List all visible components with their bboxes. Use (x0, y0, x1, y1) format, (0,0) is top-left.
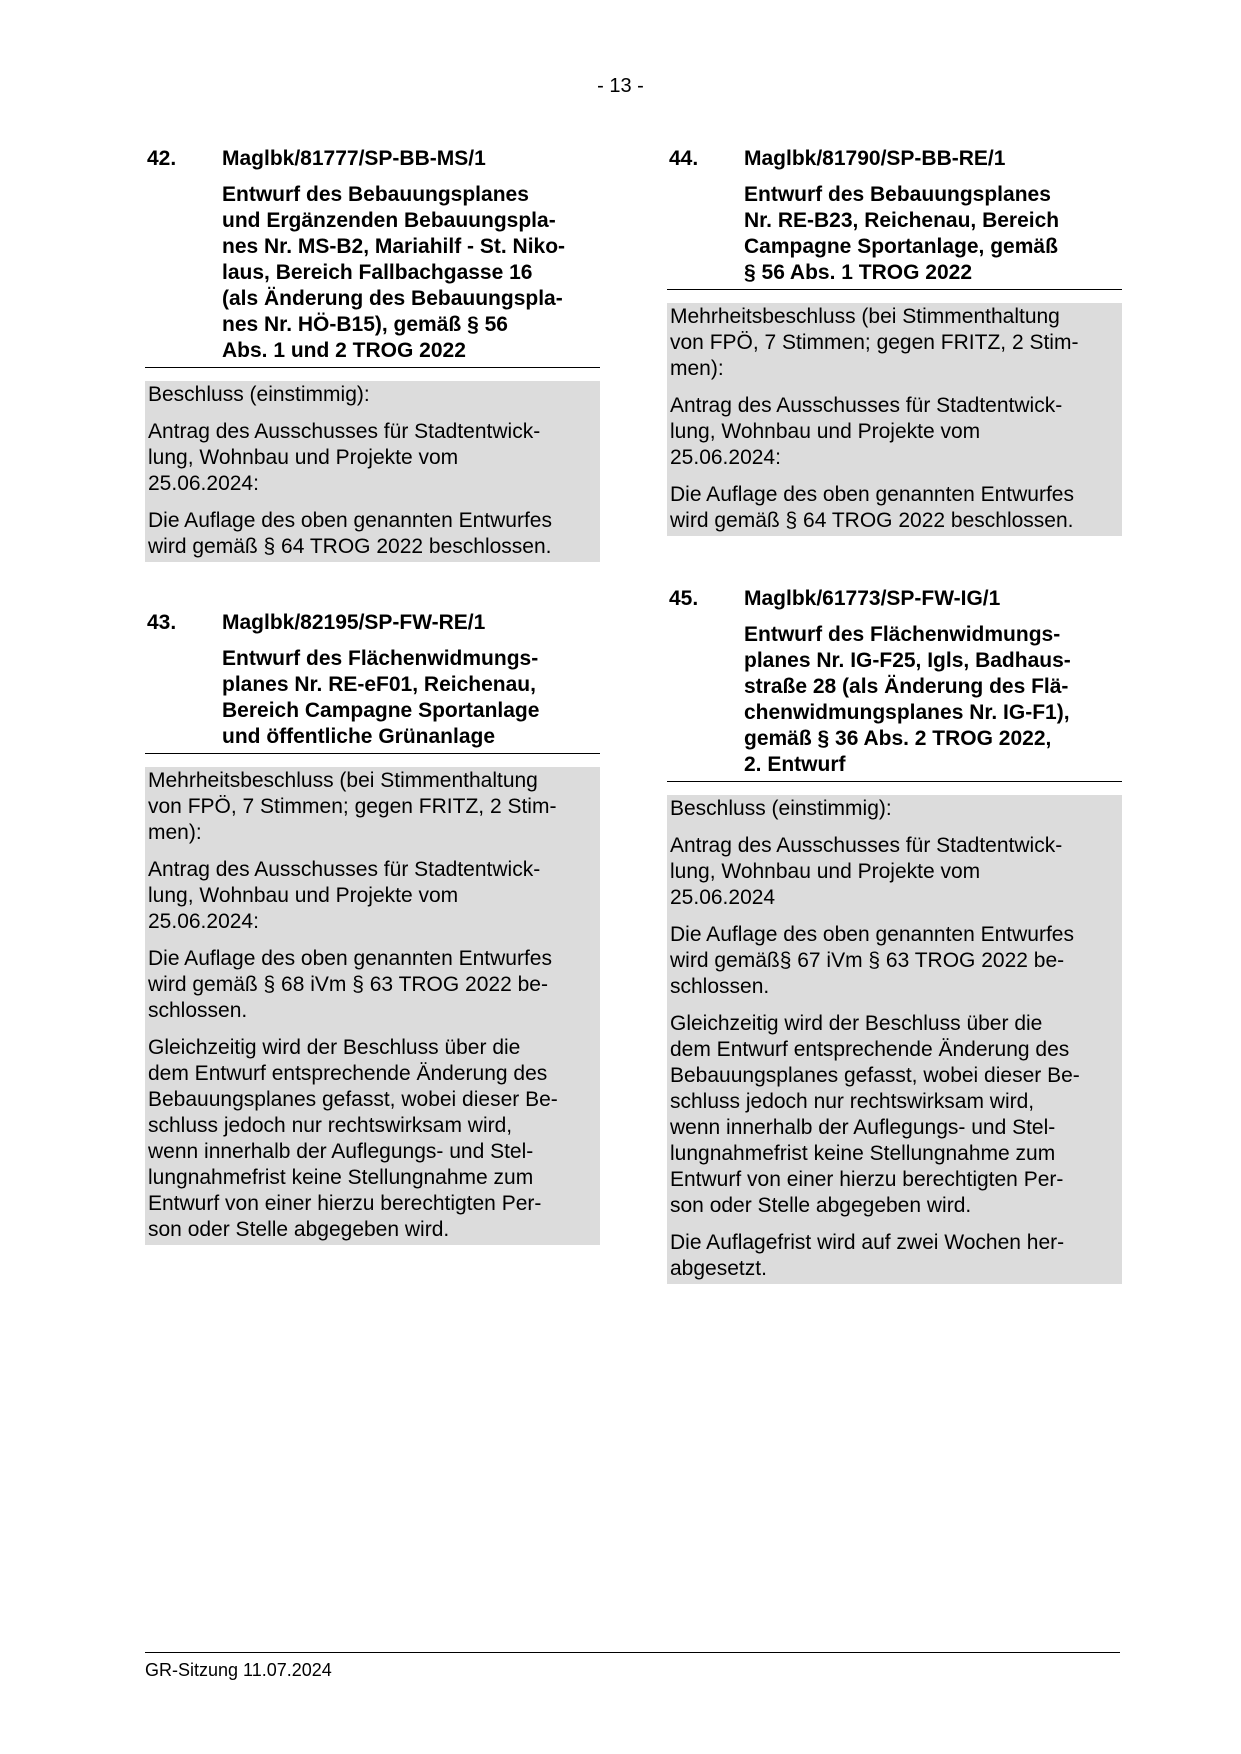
note-text (670, 1011, 1118, 1219)
text-line: lung, Wohnbau und Projekte vom (670, 860, 981, 883)
motion-text (148, 419, 596, 497)
item-title (667, 622, 1122, 782)
text-line: Mehrheitsbeschluss (bei Stimmenthaltung (670, 305, 1060, 328)
text-line: Die Auflage des oben genannten Entwurfes (148, 509, 552, 532)
motion-text (148, 857, 596, 935)
item-header (145, 146, 600, 172)
text-line: 25.06.2024: (148, 472, 259, 495)
decision-box (667, 795, 1122, 1284)
text-line: 25.06.2024: (670, 446, 781, 469)
decision-box (145, 381, 600, 562)
text-line: dem Entwurf entsprechende Änderung des (148, 1062, 548, 1085)
text-line: dem Entwurf entsprechende Änderung des (670, 1038, 1070, 1061)
text-line: Die Auflage des oben genannten Entwurfes (670, 483, 1074, 506)
item-header (667, 146, 1122, 172)
resolution-text (670, 922, 1118, 1000)
title-line: planes Nr. IG-F25, Igls, Badhaus- (744, 649, 1071, 672)
decision-box (667, 303, 1122, 536)
item-code: Maglbk/81790/SP-BB-RE/1 (744, 147, 1006, 170)
text-line: schluss jedoch nur rechtswirksam wird, (670, 1090, 1035, 1113)
title-line: Abs. 1 und 2 TROG 2022 (222, 339, 466, 362)
item-code: Maglbk/82195/SP-FW-RE/1 (222, 611, 486, 634)
text-line: Antrag des Ausschusses für Stadtentwick- (670, 834, 1063, 857)
decision-type: Beschluss (einstimmig): (148, 383, 370, 406)
text-line: Antrag des Ausschusses für Stadtentwick- (148, 858, 541, 881)
text-line: Entwurf von einer hierzu berechtigten Per- (148, 1192, 542, 1215)
text-line: Entwurf von einer hierzu berechtigten Per- (670, 1168, 1064, 1191)
text-line: Bebauungsplanes gefasst, wobei dieser Be- (148, 1088, 558, 1111)
text-line: Antrag des Ausschusses für Stadtentwick- (670, 394, 1063, 417)
text-line: Gleichzeitig wird der Beschluss über die (670, 1012, 1043, 1035)
text-line: schluss jedoch nur rechtswirksam wird, (148, 1114, 513, 1137)
text-line: lungnahmefrist keine Stellungnahme zum (670, 1142, 1056, 1165)
text-line: wird gemäß § 64 TROG 2022 beschlossen. (670, 509, 1074, 532)
text-line: 25.06.2024: (148, 910, 259, 933)
text-line: wenn innerhalb der Auflegungs- und Stel- (148, 1140, 534, 1163)
agenda-item-45 (667, 586, 1122, 1284)
title-line: Entwurf des Flächenwidmungs- (222, 647, 539, 670)
text-line: 25.06.2024 (670, 886, 776, 909)
resolution-text (148, 508, 596, 560)
text-line: schlossen. (670, 975, 770, 998)
title-line: planes Nr. RE-eF01, Reichenau, (222, 673, 536, 696)
motion-text (670, 833, 1118, 911)
text-line: Die Auflage des oben genannten Entwurfes (148, 947, 552, 970)
title-line: (als Änderung des Bebauungspla- (222, 287, 563, 310)
decision-type (670, 304, 1118, 382)
session-date: GR-Sitzung 11.07.2024 (145, 1660, 332, 1680)
title-line: Bereich Campagne Sportanlage (222, 699, 540, 722)
agenda-item-43 (145, 610, 600, 1245)
title-line: gemäß § 36 Abs. 2 TROG 2022, (744, 727, 1052, 750)
title-line: chenwidmungsplanes Nr. IG-F1), (744, 701, 1070, 724)
text-line: lung, Wohnbau und Projekte vom (148, 446, 459, 469)
text-line: wird gemäß§ 67 iVm § 63 TROG 2022 be- (670, 949, 1065, 972)
decision-type (148, 768, 596, 846)
text-line: lungnahmefrist keine Stellungnahme zum (148, 1166, 534, 1189)
item-title (145, 182, 600, 368)
title-line: nes Nr. MS-B2, Mariahilf - St. Niko- (222, 235, 566, 258)
text-line: wenn innerhalb der Auflegungs- und Stel- (670, 1116, 1056, 1139)
title-line: Entwurf des Flächenwidmungs- (744, 623, 1061, 646)
item-number: 44. (669, 147, 699, 170)
item-number: 45. (669, 587, 699, 610)
item-number: 42. (147, 147, 177, 170)
item-title (667, 182, 1122, 290)
text-line: Gleichzeitig wird der Beschluss über die (148, 1036, 521, 1059)
item-code: Maglbk/61773/SP-FW-IG/1 (744, 587, 1001, 610)
right-column (667, 146, 1122, 1284)
text-line: wird gemäß § 64 TROG 2022 beschlossen. (148, 535, 552, 558)
deadline-text (670, 1230, 1118, 1282)
agenda-item-44 (667, 146, 1122, 536)
text-line: von FPÖ, 7 Stimmen; gegen FRITZ, 2 Stim- (148, 795, 557, 818)
resolution-text (670, 482, 1118, 534)
text-line: Die Auflage des oben genannten Entwurfes (670, 923, 1074, 946)
motion-text (670, 393, 1118, 471)
item-code: Maglbk/81777/SP-BB-MS/1 (222, 147, 486, 170)
decision-box (145, 767, 600, 1245)
page-footer (145, 1652, 1120, 1681)
text-line: Antrag des Ausschusses für Stadtentwick- (148, 420, 541, 443)
text-line: Bebauungsplanes gefasst, wobei dieser Be- (670, 1064, 1080, 1087)
title-line: laus, Bereich Fallbachgasse 16 (222, 261, 533, 284)
item-header (145, 610, 600, 636)
resolution-text (148, 946, 596, 1024)
title-line: und öffentliche Grünanlage (222, 725, 496, 748)
title-line: Entwurf des Bebauungsplanes (222, 183, 529, 206)
title-line: und Ergänzenden Bebauungspla- (222, 209, 556, 232)
title-line: Entwurf des Bebauungsplanes (744, 183, 1051, 206)
note-text (148, 1035, 596, 1243)
title-line: nes Nr. HÖ-B15), gemäß § 56 (222, 313, 508, 336)
text-line: schlossen. (148, 999, 248, 1022)
text-line: son oder Stelle abgegeben wird. (148, 1218, 450, 1241)
text-line: lung, Wohnbau und Projekte vom (670, 420, 981, 443)
text-line: lung, Wohnbau und Projekte vom (148, 884, 459, 907)
text-line: men): (148, 821, 202, 844)
text-line: son oder Stelle abgegeben wird. (670, 1194, 972, 1217)
text-line: wird gemäß § 68 iVm § 63 TROG 2022 be- (148, 973, 548, 996)
title-line: 2. Entwurf (744, 753, 846, 776)
title-line: straße 28 (als Änderung des Flä- (744, 675, 1069, 698)
text-line: men): (670, 357, 724, 380)
text-line: Die Auflagefrist wird auf zwei Wochen her- (670, 1231, 1065, 1254)
text-line: von FPÖ, 7 Stimmen; gegen FRITZ, 2 Stim- (670, 331, 1079, 354)
title-line: Campagne Sportanlage, gemäß (744, 235, 1058, 258)
left-column (145, 146, 600, 1245)
agenda-item-42 (145, 146, 600, 562)
item-number: 43. (147, 611, 177, 634)
text-line: abgesetzt. (670, 1257, 767, 1280)
item-header (667, 586, 1122, 612)
title-line: § 56 Abs. 1 TROG 2022 (744, 261, 972, 284)
page-number: - 13 - (597, 75, 644, 97)
text-line: Mehrheitsbeschluss (bei Stimmenthaltung (148, 769, 538, 792)
item-title (145, 646, 600, 754)
decision-type: Beschluss (einstimmig): (670, 797, 892, 820)
title-line: Nr. RE-B23, Reichenau, Bereich (744, 209, 1060, 232)
